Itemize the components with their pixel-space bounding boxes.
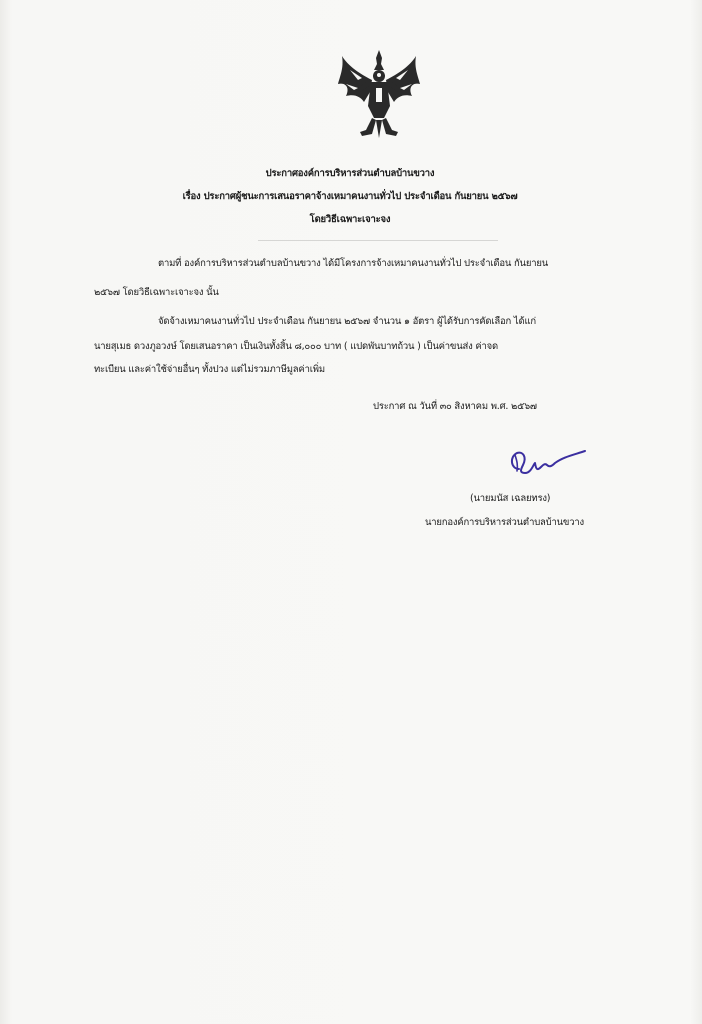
garuda-emblem-icon [336, 48, 422, 140]
paragraph-1-line-1: ตามที่ องค์การบริหารส่วนตำบลบ้านขวาง ได้มีโครงการจ้างเหมาคนงานทั่วไป ประจำเดือน กันยายน [158, 258, 548, 269]
signatory-name: (นายมนัส เฉลยทรง) [470, 493, 551, 504]
signatory-title: นายกองค์การบริหารส่วนตำบลบ้านขวาง [425, 517, 584, 528]
paragraph-2-line-1: จัดจ้างเหมาคนงานทั่วไป ประจำเดือน กันยายน ๒๕๖๗ จำนวน ๑ อัตรา ผู้ได้รับการคัดเลือก ได้แก่ [158, 316, 536, 327]
handwritten-signature-icon [505, 445, 589, 479]
paragraph-1-line-2: ๒๕๖๗ โดยวิธีเฉพาะเจาะจง นั้น [94, 287, 219, 298]
header-divider [258, 240, 498, 241]
paragraph-2-line-2: นายสุเมธ ดวงภูอวงษ์ โดยเสนอราคา เป็นเงินทั้งสิ้น ๘,๐๐๐ บาท ( แปดพันบาทถ้วน ) เป็นค่าขนส่ง ค่าจด [94, 341, 498, 352]
header-method: โดยวิธีเฉพาะเจาะจง [309, 214, 391, 225]
announcement-date: ประกาศ ณ วันที่ ๓๐ สิงหาคม พ.ศ. ๒๕๖๗ [373, 401, 537, 412]
header-subject: เรื่อง ประกาศผู้ชนะการเสนอราคาจ้างเหมาคนงานทั่วไป ประจำเดือน กันยายน ๒๕๖๗ [182, 191, 518, 202]
paragraph-2-line-3: ทะเบียน และค่าใช้จ่ายอื่นๆ ทั้งปวง แต่ไม่รวมภาษีมูลค่าเพิ่ม [94, 364, 325, 375]
header-title: ประกาศองค์การบริหารส่วนตำบลบ้านขวาง [265, 168, 435, 179]
